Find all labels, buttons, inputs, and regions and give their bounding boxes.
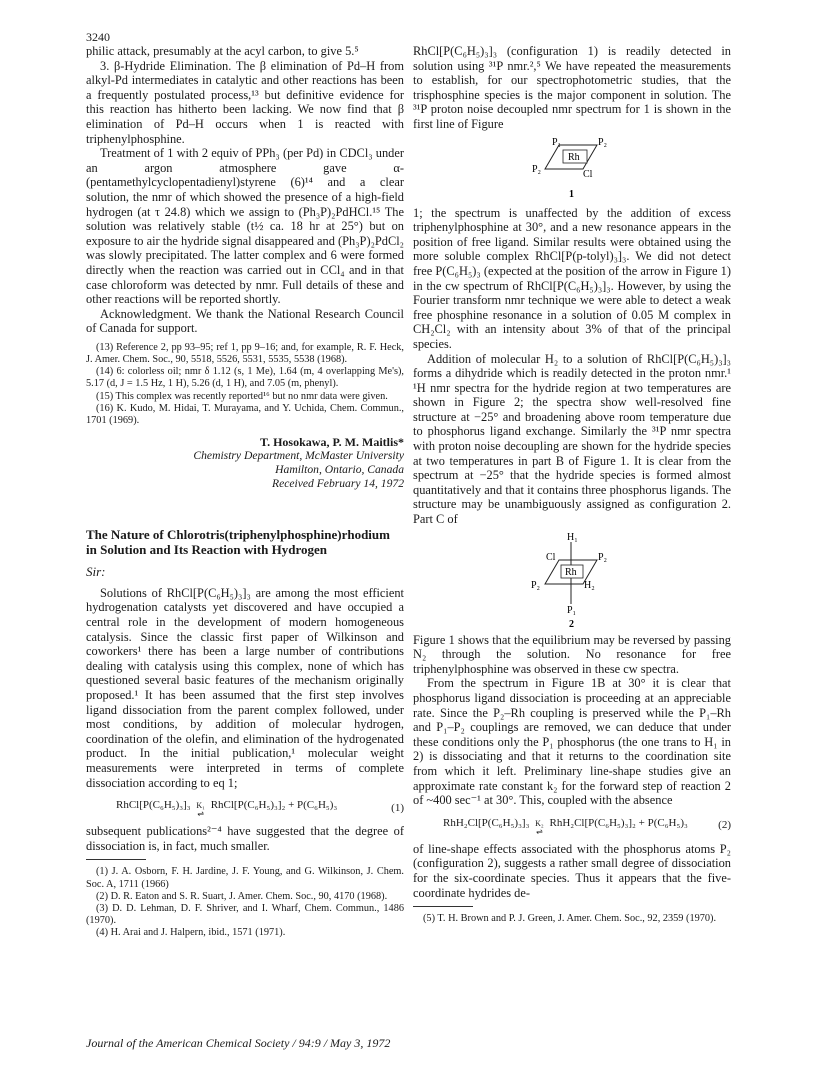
left-column xyxy=(86,44,404,940)
ligand-label: P₁ xyxy=(552,136,562,148)
paragraph: Figure 1 shows that the equilibrium may be reversed by passing N₂ through the solution. No resonance for free triphenylphosphine was observed in these cw spectra. xyxy=(413,632,731,676)
footnote-1: (1) J. A. Osborn, F. H. Jardine, J. F. Young, and G. Wilkinson, J. Chem. Soc. A, 1711 (1966) xyxy=(86,866,404,890)
ligand-label: P₂ xyxy=(531,579,541,591)
paragraph: Solutions of RhCl[P(C₆H₅)₃]₃ are among the most efficient hydrogenation catalysts yet discovered and have occupied a central role in the development of modern homogeneous catalysis. Since the classic first paper of Wilkinson and coworkers¹ there has been a large number of contributions dealing with catalysis using this complex, none of which has questioned several basic features of the mechanism originally proposed.¹ It has been assumed that the first step involves ligand dissociation from the parent complex followed, under most conditions, by addition of molecular hydrogen, coordination of the olefin, and elimination of the hydrogenated product. In the initial publication,¹ molecular weight measurements were interpreted in terms of complete dissociation according to eq 1; xyxy=(86,585,404,790)
equation-1 xyxy=(86,798,404,818)
compound-number: 2 xyxy=(569,618,574,630)
signature-block xyxy=(86,435,404,491)
author-names: T. Hosokawa, P. M. Maitlis* xyxy=(259,435,404,450)
footnote-4: (4) H. Arai and J. Halpern, ibid., 1571 (1971). xyxy=(96,927,286,939)
paragraph: of line-shape effects associated with the phosphorus atoms P₂ (configuration 2), suggests a rather small degree of dissociation for the six-coordinate species. Thus it appears that the five-coordinate hydrides de- xyxy=(413,841,731,900)
ligand-label: Cl xyxy=(583,168,593,180)
equation-2 xyxy=(413,816,731,836)
footnote-divider xyxy=(413,906,473,907)
ligand-label: P₂ xyxy=(532,163,542,175)
journal-footer: Journal of the American Chemical Society / 94:9 / May 3, 1972 xyxy=(86,1036,391,1050)
equation-rhs: RhCl[P(C₆H₅)₃]₂ + P(C₆H₅)₃ xyxy=(210,799,338,812)
article-title: The Nature of Chlorotris(triphenylphosphine)rhodium in Solution and Its Reaction with Hydrogen xyxy=(86,527,390,558)
footnote-16: (16) K. Kudo, M. Hidai, T. Murayama, and Y. Uchida, Chem. Commun., 1701 (1969). xyxy=(86,402,404,427)
salutation: Sir: xyxy=(86,564,106,580)
footnote-divider xyxy=(86,859,146,860)
equation-lhs: RhH₂Cl[P(C₆H₅)₃]₃ xyxy=(443,816,530,829)
equation-rhs: RhH₂Cl[P(C₆H₅)₃]₂ + P(C₆H₅)₃ xyxy=(549,816,688,829)
paragraph: 3. β-Hydride Elimination. The β elimination of Pd–H from alkyl-Pd intermediates in catalytic and other reactions has been a frequently postulated process,¹³ but definitive evidence for this reaction has hitherto been lacking. We now find that β elimination of Pd–H occurs when 1 is reacted with triphenylphosphine. xyxy=(86,58,404,146)
footnote-13: (13) Reference 2, pp 93–95; ref 1, pp 9–16; and, for example, R. F. Heck, J. Amer. Chem. Soc., 90, 5518, 5526, 5531, 5535, 5538 (1968). xyxy=(86,341,404,366)
footnote-3: (3) D. D. Lehman, D. F. Shriver, and I. Wharf, Chem. Commun., 1486 (1970). xyxy=(86,903,404,927)
ligand-label: P₂ xyxy=(598,136,608,148)
right-column xyxy=(413,44,731,925)
paragraph: subsequent publications²⁻⁴ have suggested that the degree of dissociation is, in fact, much smaller. xyxy=(86,824,404,853)
footnote-2: (2) D. R. Eaton and S. R. Suart, J. Amer. Chem. Soc., 90, 4170 (1968). xyxy=(96,890,388,902)
ligand-label: Cl xyxy=(546,551,556,563)
paragraph: From the spectrum in Figure 1B at 30° it is clear that phosphorus ligand dissociation is proceeding at an appreciable rate. Since the P₂–Rh coupling is preserved while the P₁–Rh and P₁–P₂ couplings are removed, we can deduce that under these conditions only the P₁ phosphorus (the one trans to H₁ in 2) is dissociating and that it returns to the coordination site from which it left. Preliminary line-shape studies give an approximate rate constant k₂ for the forward step of reaction 2 of ~400 sec⁻¹ at 30°. This, coupled with the absence xyxy=(413,676,731,808)
equilibrium-constant: K₁ xyxy=(196,801,205,811)
metal-label: Rh xyxy=(565,566,577,578)
paragraph: 1; the spectrum is unaffected by the addition of excess triphenylphosphine at 30°, and a new resonance appears in the position of free ligand. Similar results were obtained using the more soluble complex RhCl[P(p-tolyl)₃]₃. We did not detect free P(C₆H₅)₃ (expected at the position of the arrow in Figure 1) in the cw spectrum of RhCl[P(C₆H₅)₃]₃. However, by using the Fourier transform nmr technique we were able to detect a weak free phosphine resonance in a solution of 0.05 M complex in CH₂Cl₂ with an intensity about 3% of that of the principal species. xyxy=(413,205,731,351)
compound-number: 1 xyxy=(569,188,574,200)
equation-number: (1) xyxy=(391,801,404,814)
page-number: 3240 xyxy=(86,30,110,44)
ligand-label: H₁ xyxy=(567,531,578,543)
ligand-label: P₁ xyxy=(567,604,577,616)
structure-1 xyxy=(413,135,731,203)
received-date: Received February 14, 1972 xyxy=(272,477,404,491)
equilibrium-arrow: K₂ ⇌ xyxy=(535,818,544,836)
equation-number: (2) xyxy=(718,819,731,832)
footnote-14: (14) 6: colorless oil; nmr δ 1.12 (s, 1 Me), 1.64 (m, 4 overlapping Me's), 5.17 (d, J = 1.5 Hz, 1 H), 5.26 (d, 1 H), and 7.05 (m, phenyl). xyxy=(86,366,404,390)
ligand-label: H₂ xyxy=(584,579,595,591)
paragraph: RhCl[P(C₆H₅)₃]₃ (configuration 1) is readily detected in solution using ³¹P nmr.²,⁵ We have repeated the measurements to establish, for our spectrophotometric studies, that the trisphosphine species is the major component in solution. The ³¹P proton noise decoupled nmr spectrum for 1 is shown in the first line of Figure xyxy=(413,44,731,131)
paragraph: philic attack, presumably at the acyl carbon, to give 5.⁵ xyxy=(86,44,359,58)
affiliation-city: Hamilton, Ontario, Canada xyxy=(275,463,404,477)
structure-2 xyxy=(413,530,731,630)
equation-lhs: RhCl[P(C₆H₅)₃]₃ xyxy=(116,799,191,812)
footnote-5: (5) T. H. Brown and P. J. Green, J. Amer. Chem. Soc., 92, 2359 (1970). xyxy=(423,913,717,925)
footnote-15: (15) This complex was recently reported¹⁶ but no nmr data were given. xyxy=(96,390,388,402)
paragraph: Addition of molecular H₂ to a solution of RhCl[P(C₆H₅)₃]₃ forms a dihydride which is readily detected in the proton nmr.¹ ¹H nmr spectra for the hydride region at two temperatures are shown in Figure 2; the spectra show well-resolved fine structure at −25° and broadening above room temperature due to phosphorus ligand exchange. Similarly the ³¹P nmr spectra with proton noise decoupling are shown for the hydride species at two temperatures in part B of Figure 1. It is clear from the spectrum at −25° that the hydride species is formed almost quantitatively and that it contains three phosphorus ligands. The structure may be unambiguously assigned as configuration 2. Part C of xyxy=(413,351,731,527)
affiliation-dept: Chemistry Department, McMaster University xyxy=(193,449,404,463)
equilibrium-constant: K₂ xyxy=(535,818,544,828)
ligand-label: P₂ xyxy=(598,551,608,563)
equilibrium-arrow: K₁ ⇌ xyxy=(196,801,205,819)
metal-label: Rh xyxy=(568,151,580,163)
acknowledgment: Acknowledgment. We thank the National Research Council of Canada for support. xyxy=(86,306,404,336)
paragraph: Treatment of 1 with 2 equiv of PPh₃ (per Pd) in CDCl₃ under an argon atmosphere gave α-(pentamethylcyclopentadienyl)styrene (6)¹⁴ and a clear solution, the nmr of which showed the presence of a high-field hydrogen (at τ 24.8) which we assign to (Ph₃P)₂PdHCl.¹⁵ The solution was relatively stable (t½ ca. 18 hr at 25°) but on exposure to air the hydride signal disappeared and (Ph₃P)₂PdCl₂ was slowly precipitated. The latter complex and 6 were formed directly when the reaction was carried out in CCl₄ and in that case chloroform was detected by nmr. Full details of these and other reactions will be reported shortly. xyxy=(86,146,404,307)
